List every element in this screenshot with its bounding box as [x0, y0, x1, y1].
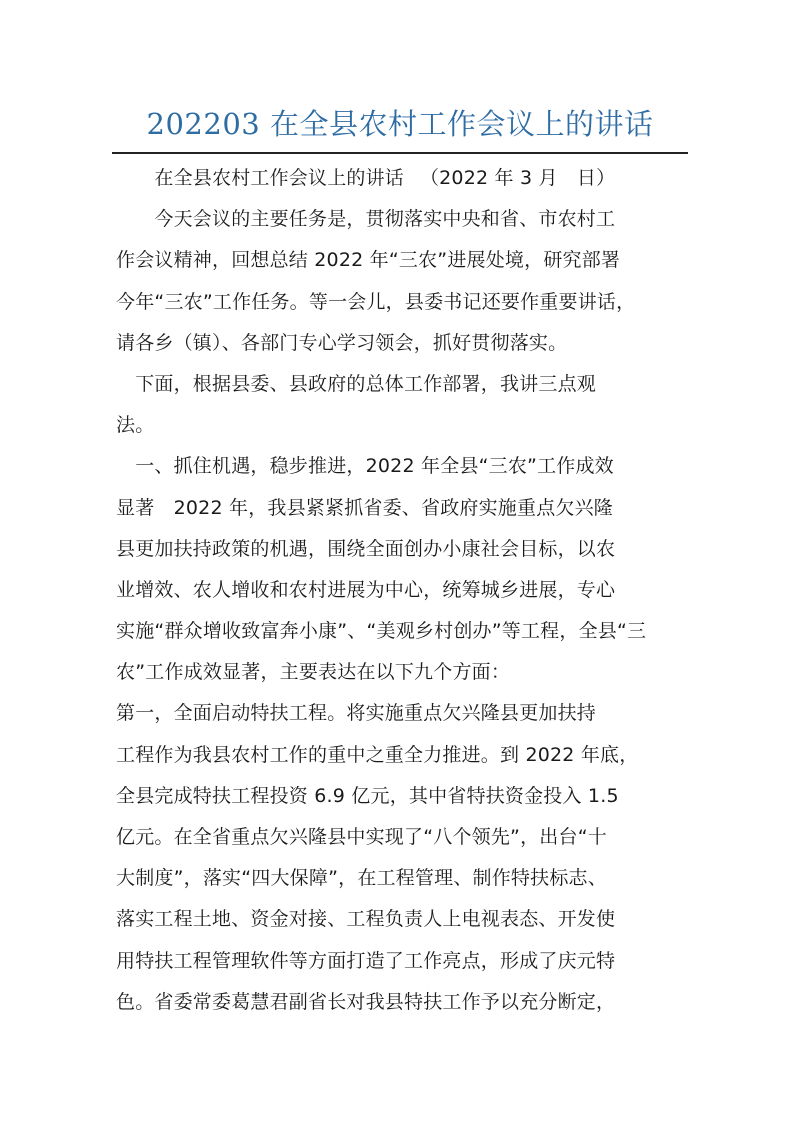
body-line: 用特扶工程管理软件等方面打造了工作亮点，形成了庆元特	[116, 949, 616, 972]
body-line: 业增效、农人增收和农村进展为中心，统筹城乡进展，专心	[116, 578, 616, 601]
body-line: 第一，全面启动特扶工程。将实施重点欠兴隆县更加扶持	[116, 702, 597, 725]
body-line: 亿元。在全省重点欠兴隆县中实现了“八个领先”，出台“十	[116, 826, 607, 848]
body-line: 全县完成特扶工程投资 6.9 亿元，其中省特扶资金投入 1.5	[116, 784, 619, 807]
body-line: 农”工作成效显著，主要表达在以下九个方面：	[116, 661, 511, 684]
section-heading-line: 一、抓住机遇，稳步推进，2022 年全县“三农”工作成效	[116, 455, 614, 478]
document-title: 202203 在全县农村工作会议上的讲话	[146, 107, 654, 141]
body-line: 显著 2022 年，我县紧紧抓省委、省政府实施重点欠兴隆	[116, 496, 613, 519]
body-line: 落实工程土地、资金对接、工程负责人上电视表态、开发使	[116, 908, 616, 931]
subtitle-line: 在全县农村工作会议上的讲话 （2022 年 3 月 日）	[116, 167, 616, 189]
body-line: 请各乡（镇）、各部门专心学习领会，抓好贯彻落实。	[116, 331, 568, 354]
body-line: 作会议精神，回想总结 2022 年“三农”进展处境，研究部署	[116, 249, 621, 272]
body-line: 色。省委常委葛慧君副省长对我县特扶工作予以充分断定，	[116, 990, 616, 1013]
title-divider	[112, 152, 688, 154]
body-line: 下面，根据县委、县政府的总体工作部署，我讲三点观	[116, 372, 597, 395]
body-line: 今天会议的主要任务是，贯彻落实中央和省、市农村工	[116, 208, 616, 231]
document-body	[116, 158, 688, 1023]
body-line: 工程作为我县农村工作的重中之重全力推进。到 2022 年底，	[116, 743, 639, 766]
body-line: 法。	[116, 414, 155, 437]
body-line: 大制度”，落实“四大保障”，在工程管理、制作特扶标志、	[116, 867, 607, 890]
body-line: 县更加扶持政策的机遇，围绕全面创办小康社会目标，以农	[116, 537, 616, 560]
body-line: 实施“群众增收致富奔小康”、“美观乡村创办”等工程，全县“三	[116, 620, 647, 643]
body-line: 今年“三农”工作任务。等一会儿，县委书记还要作重要讲话，	[116, 290, 636, 313]
